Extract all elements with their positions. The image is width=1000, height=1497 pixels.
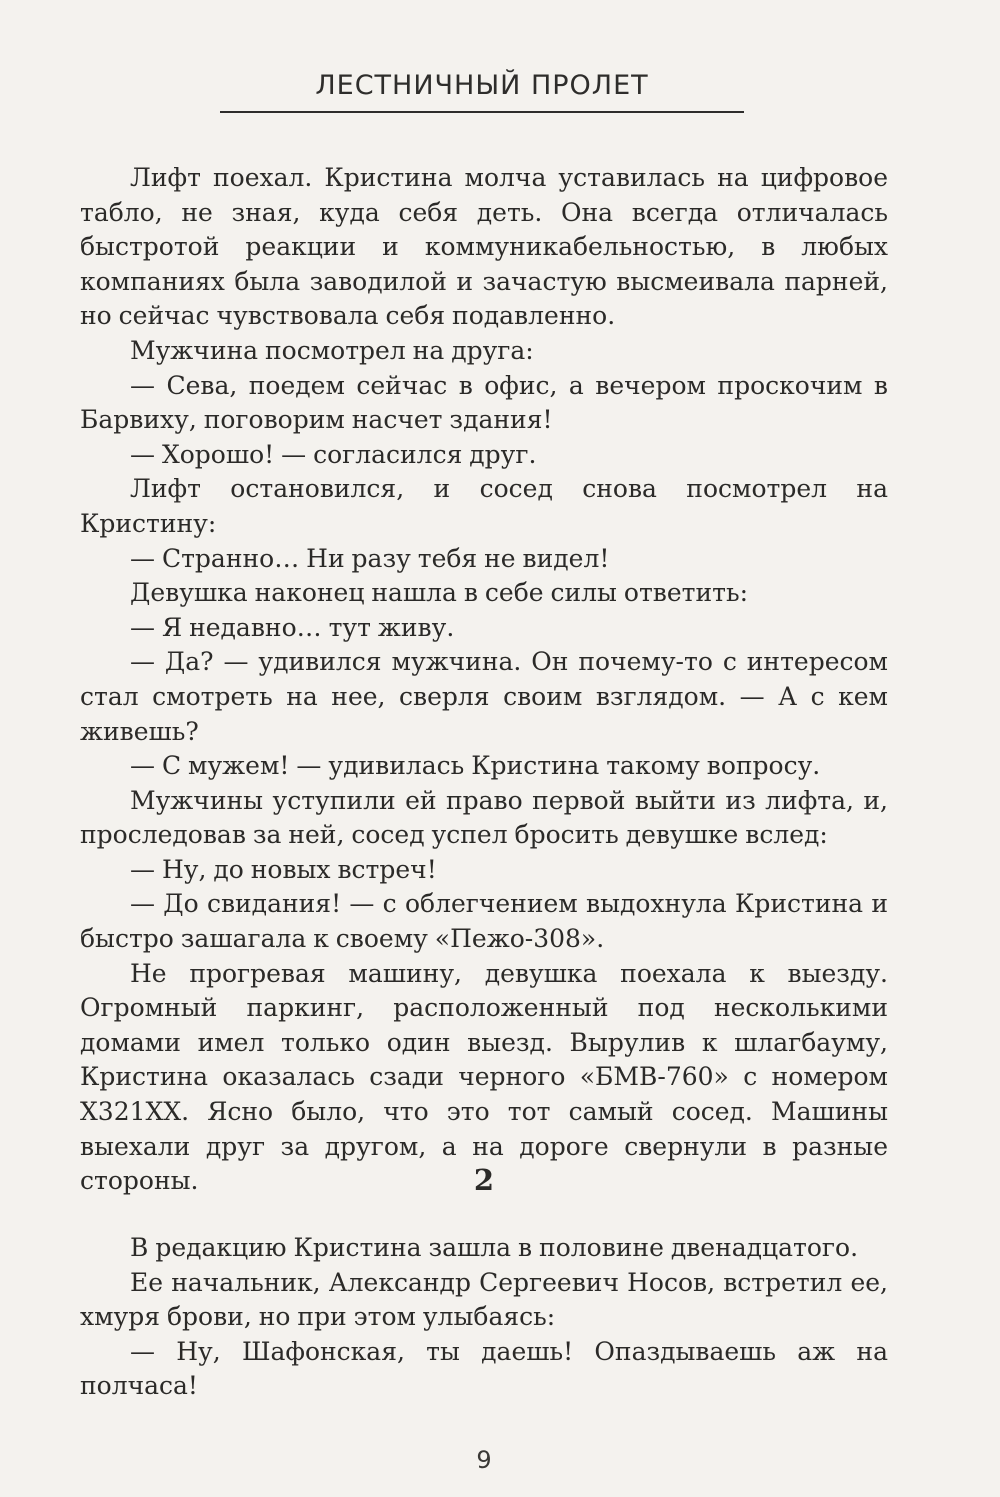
paragraph: — Странно… Ни разу тебя не видел! [130,543,610,573]
paragraph: — Ну, Шафонская, ты даешь! Опаздываешь аж на полчаса! [80,1336,888,1401]
text-block-2 [80,1231,888,1404]
paragraph: — С мужем! — удивилась Кристина такому вопросу. [130,751,821,781]
paragraph: Девушка наконец нашла в себе силы ответить: [130,578,748,608]
paragraph: Лифт остановился, и сосед снова посмотрел на Кристину: [80,474,888,538]
paragraph: — Хорошо! — согласился друг. [130,439,537,469]
chapter-number: 2 [473,1163,495,1197]
paragraph: Мужчина посмотрел на друга: [130,335,534,365]
paragraph: — Да? — удивился мужчина. Он почему-то с интересом стал смотреть на нее, сверля своим взглядом. — А с кем живешь? [80,647,888,746]
paragraph: — Сева, поедем сейчас в офис, а вечером проскочим в Барвиху, поговорим насчет здания! [80,370,888,435]
paragraph: Мужчины уступили ей право первой выйти из лифта, и, проследовав за ней, сосед успел бросить девушке вслед: [80,785,888,850]
paragraph: — Я недавно… тут живу. [130,612,455,642]
paragraph: Лифт поехал. Кристина молча уставилась на цифровое табло, не зная, куда себя деть. Она всегда отличалась быстротой реакции и коммуникабельностью, в любых компаниях была заводилой и зачастую высмеивала парней, но сейчас чувствовала себя подавленно. [80,163,888,331]
page-number: 9 [476,1446,492,1474]
text-block-1 [80,161,888,1199]
paragraph: Ее начальник, Александр Сергеевич Носов, встретил ее, хмуря брови, но при этом улыбаясь: [80,1267,888,1332]
paragraph: Не прогревая машину, девушка поехала к выезду. Огромный паркинг, расположенный под несколькими домами имел только один выезд. Вырулив к шлагбауму, Кристина оказалась сзади черного «БМВ-760» с номером Х321ХХ. Ясно было, что это тот самый сосед. Машины выехали друг за другом, а на дороге свернули в разные стороны. [80,958,888,1196]
header-rule [220,111,744,113]
paragraph: В редакцию Кристина зашла в половине двенадцатого. [130,1233,859,1262]
paragraph: — Ну, до новых встреч! [130,854,437,884]
running-title: ЛЕСТНИЧНЫЙ ПРОЛЕТ [315,70,649,101]
paragraph: — До свидания! — с облегчением выдохнула Кристина и быстро зашагала к своему «Пежо-308». [80,889,888,954]
